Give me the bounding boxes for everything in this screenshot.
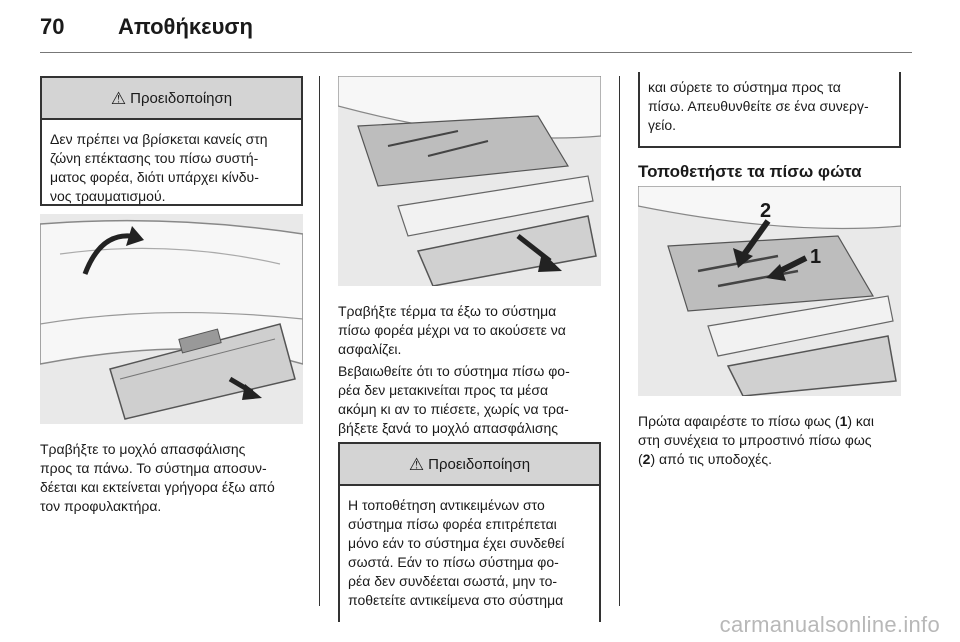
warning-line: σύστημα πίσω φορέα επιτρέπεται: [348, 516, 557, 532]
page-number: 70: [40, 14, 65, 39]
warning-heading: Προειδοποίηση: [130, 89, 233, 107]
warning-line: ποθετείτε αντικείμενα στο σύστημα: [348, 592, 564, 608]
text-line: ρέα δεν μετακινείται προς τα μέσα: [338, 382, 549, 398]
warning-header: [340, 444, 599, 486]
warning-heading: Προειδοποίηση: [428, 455, 531, 473]
text-line: ακόμη κι αν το πιέσετε, χωρίς να τρα-: [338, 401, 569, 417]
callout-1: 1: [810, 246, 822, 268]
text-line: Τραβήξτε το μοχλό απασφάλισης: [40, 441, 246, 457]
bumper-release-illustration: [40, 214, 303, 424]
warning-box: [338, 442, 601, 622]
warning-line: ρέα δεν συνδέεται σωστά, μην το-: [348, 573, 558, 589]
caption-ref: 1: [839, 413, 848, 429]
text-line: προς τα πάνω. Το σύστημα αποσυν-: [40, 460, 267, 476]
page-title: Αποθήκευση: [118, 14, 253, 39]
warning-text: [340, 486, 599, 618]
caption-line: [638, 412, 913, 431]
header-divider: [40, 52, 912, 53]
column-divider: [319, 76, 320, 606]
caption-line: [638, 450, 913, 469]
warning-box: [40, 76, 303, 206]
caption-ref: 2: [642, 451, 651, 467]
warning-text: [640, 72, 899, 143]
warning-line: γείο.: [648, 117, 677, 133]
text-line: δέεται και εκτείνεται γρήγορα έξω από: [40, 479, 275, 495]
watermark: carmanualsonline.info: [719, 612, 940, 637]
warning-text: [42, 120, 301, 214]
warning-box-continued: [638, 72, 901, 148]
instruction-paragraph: [338, 362, 613, 438]
warning-triangle-icon: ⚠: [408, 454, 425, 474]
text-line: Τραβήξτε τέρμα τα έξω το σύστημα: [338, 303, 557, 319]
warning-line: μόνο εάν το σύστημα έχει συνδεθεί: [348, 535, 565, 551]
section-title: Τοποθετήστε τα πίσω φώτα: [638, 162, 862, 181]
text-line: βήξετε ξανά το μοχλό απασφάλισης: [338, 420, 559, 436]
carrier-pullout-illustration: [338, 76, 601, 286]
caption-text: Πρώτα αφαιρέστε το πίσω φως (: [638, 413, 840, 429]
warning-line: ματος φορέα, διότι υπάρχει κίνδυ-: [50, 169, 259, 185]
text-line: Βεβαιωθείτε ότι το σύστημα πίσω φο-: [338, 363, 570, 379]
warning-line: Δεν πρέπει να βρίσκεται κανείς στη: [50, 131, 268, 147]
instruction-paragraph: [338, 302, 608, 359]
warning-line: νος τραυματισμού.: [50, 188, 166, 204]
warning-line: ζώνη επέκτασης του πίσω συστή-: [50, 150, 259, 166]
text-line: τον προφυλακτήρα.: [40, 498, 162, 514]
warning-header: [42, 78, 301, 120]
caption-text: (: [638, 451, 643, 467]
text-line: πίσω φορέα μέχρι να το ακούσετε να: [338, 322, 566, 338]
column-divider: [619, 76, 620, 606]
warning-line: πίσω. Απευθυνθείτε σε ένα συνεργ-: [648, 98, 869, 114]
instruction-paragraph: [40, 440, 310, 516]
warning-line: και σύρετε το σύστημα προς τα: [648, 79, 841, 95]
text-line: ασφαλίζει.: [338, 341, 402, 357]
warning-triangle-icon: ⚠: [110, 88, 127, 108]
caption-line: στη συνέχεια το μπροστινό πίσω φως: [638, 432, 872, 448]
rear-lights-illustration: [638, 186, 901, 396]
caption-text: ) και: [847, 413, 874, 429]
warning-line: Η τοποθέτηση αντικειμένων στο: [348, 497, 545, 513]
warning-line: σωστά. Εάν το πίσω σύστημα φο-: [348, 554, 559, 570]
caption-text: ) από τις υποδοχές.: [650, 451, 773, 467]
caption-paragraph: [638, 412, 913, 469]
callout-2: 2: [760, 200, 772, 222]
